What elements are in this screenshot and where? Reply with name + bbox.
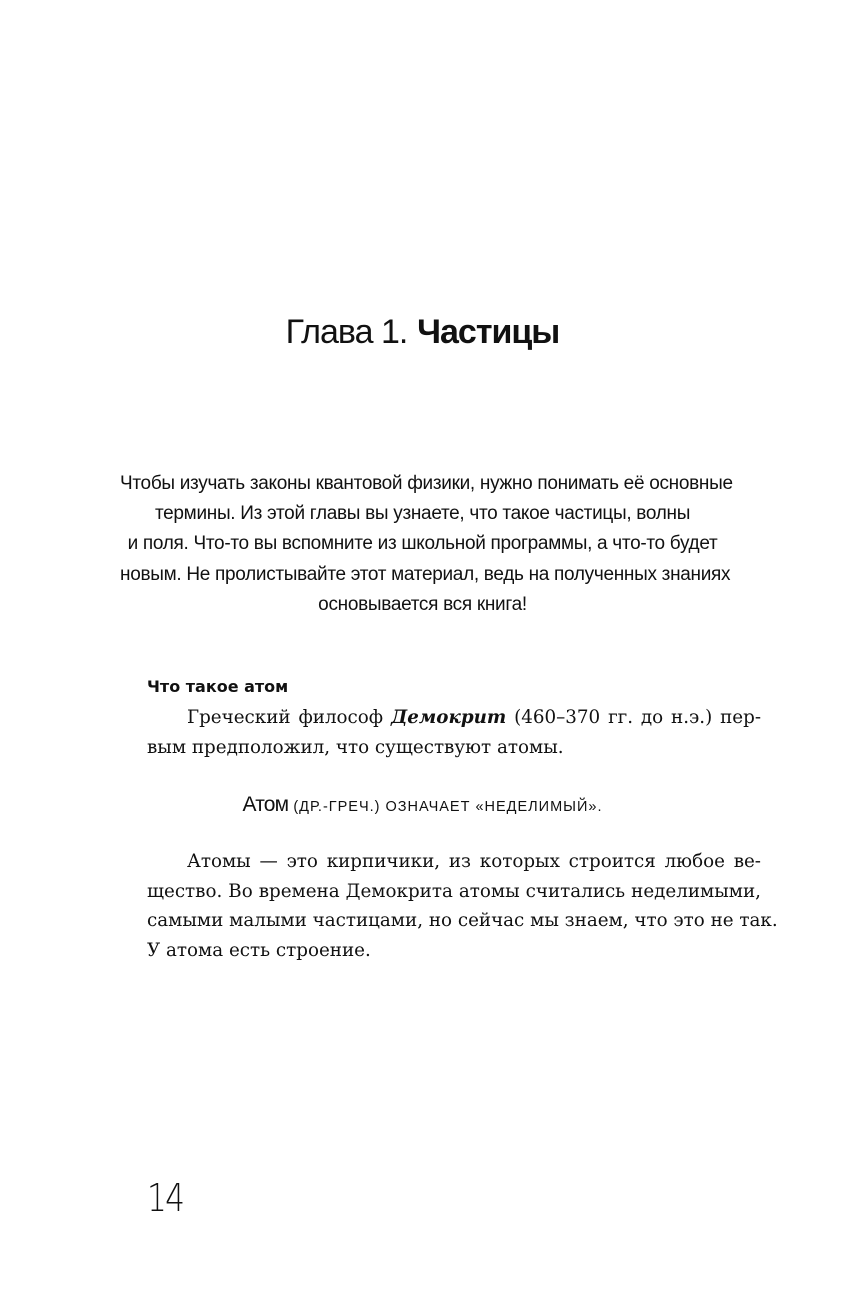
intro-line: основывается вся книга! [318,593,527,615]
section-heading: Что такое атом [147,677,289,696]
definition-term: Атом [242,793,289,816]
text-fragment: (460–370 гг. до н.э.) пер- [506,707,762,728]
paragraph-atoms [147,847,778,965]
philosopher-name: Демокрит [391,707,507,728]
page-number: 14 [147,1176,184,1220]
paragraph-line: самыми малыми частицами, но сейчас мы знаем, что это не так. [147,910,778,931]
intro-line: Чтобы изучать законы квантовой физики, нужно понимать её основные [120,473,733,494]
chapter-intro [120,469,733,620]
paragraph-line: вым предположил, что существуют атомы. [147,736,564,758]
paragraph-line: щество. Во времена Демокрита атомы считались неделимыми, [147,880,761,902]
text-fragment: Греческий философ [187,707,391,728]
paragraph-democritus [147,703,761,762]
definition-text: (ДР.-ГРЕЧ.) ОЗНАЧАЕТ «НЕДЕЛИМЫЙ». [288,799,603,815]
chapter-prefix: Глава 1. [285,313,408,351]
paragraph-line: Атомы — это кирпичики, из которых строится любое ве- [187,851,761,872]
paragraph-line [147,703,761,733]
paragraph-line: У атома есть строение. [147,939,371,961]
intro-line: термины. Из этой главы вы узнаете, что такое частицы, волны [154,503,691,525]
intro-line: и поля. Что-то вы вспомните из школьной программы, а что-то будет [127,533,718,555]
definition-callout [0,790,845,822]
intro-line: новым. Не пролистывайте этот материал, ведь на полученных знаниях [120,563,731,585]
chapter-title [0,308,845,356]
chapter-name: Частицы [417,313,560,351]
